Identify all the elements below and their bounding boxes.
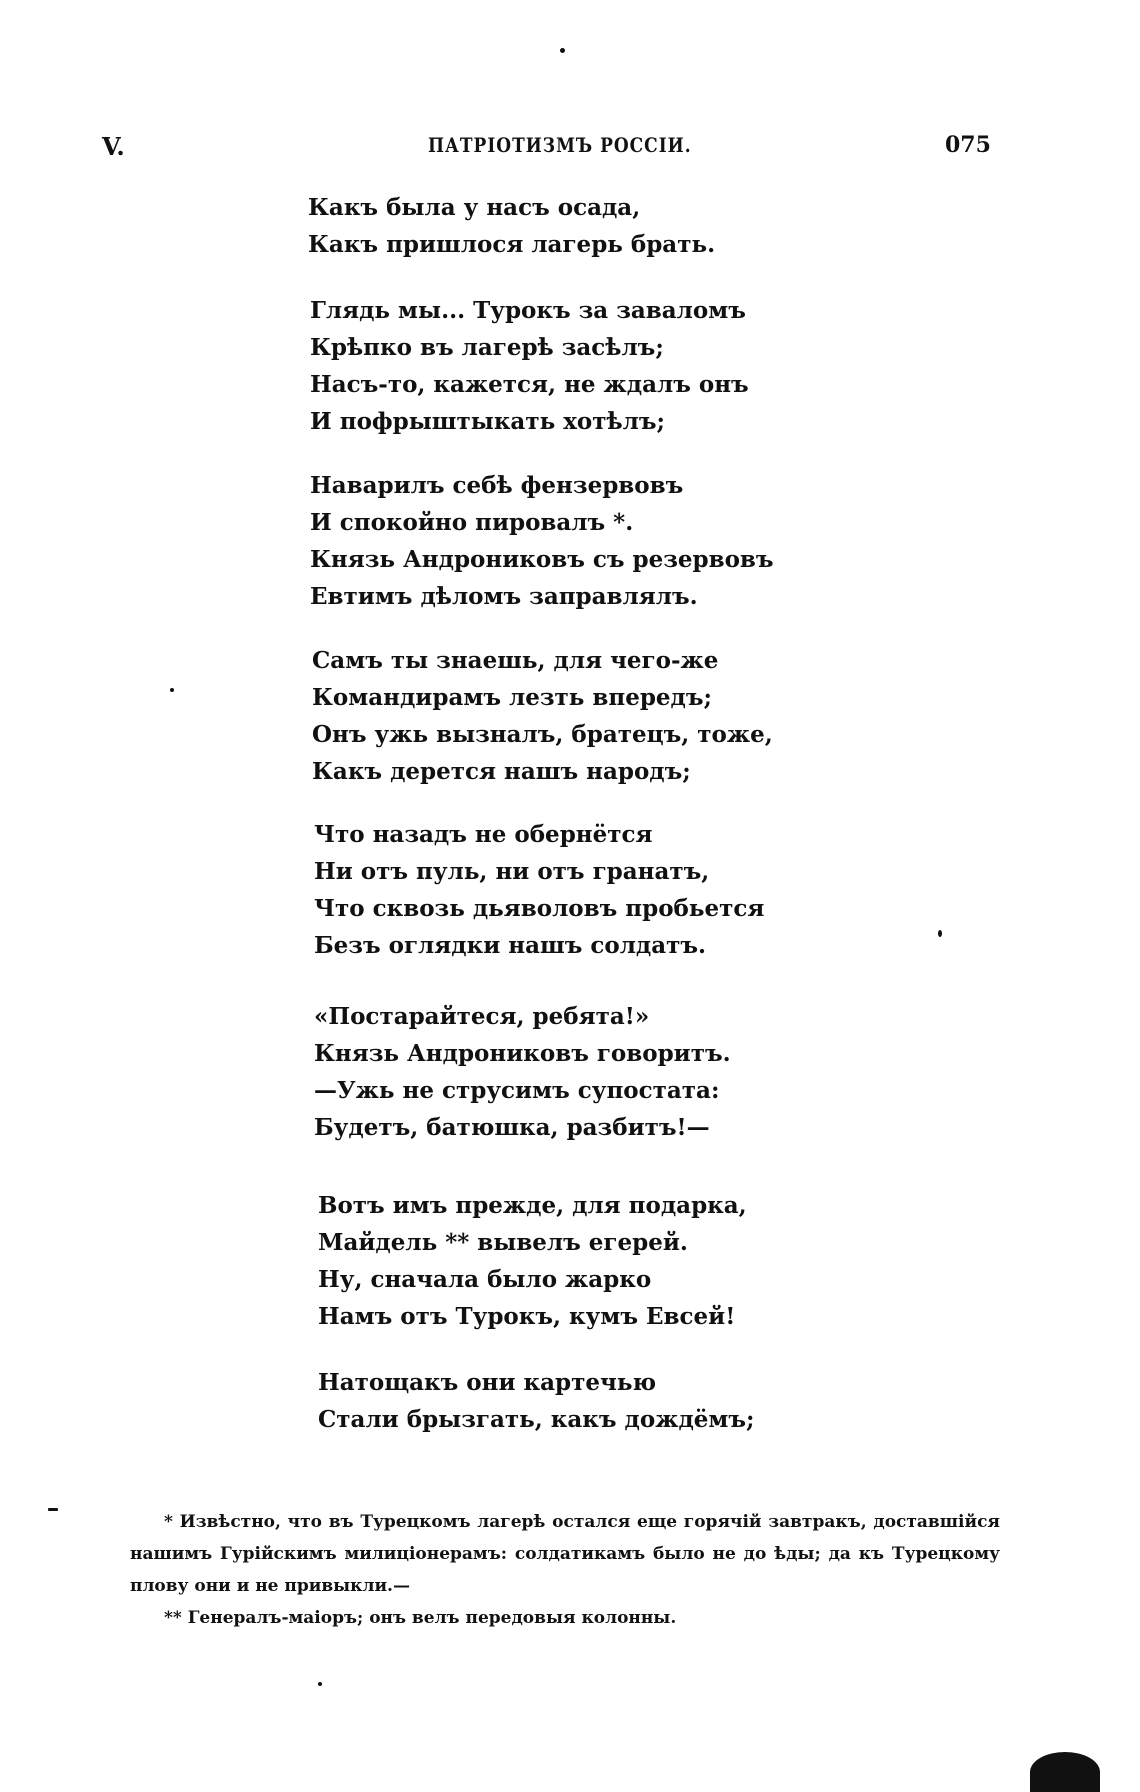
footnote: ** Генералъ-маіоръ; онъ велъ передовыя колонны. (164, 1608, 677, 1628)
stanza (314, 816, 764, 964)
verse-line: Глядь мы... Турокъ за заваломъ (310, 297, 746, 324)
verse-line: Натощакъ они картечью (318, 1369, 657, 1396)
stanza (318, 1364, 755, 1438)
verse-line: Намъ отъ Турокъ, кумъ Евсей! (318, 1303, 736, 1330)
verse-line: Онъ ужь вызналъ, братецъ, тоже, (312, 721, 773, 748)
verse-line: Самъ ты знаешь, для чего-же (312, 647, 719, 674)
verse-line: Вотъ имъ прежде, для подарка, (318, 1192, 747, 1219)
verse-line: Евтимъ дѣломъ заправлялъ. (310, 583, 698, 610)
section-number: V. (102, 132, 125, 161)
footnotes (130, 1506, 1000, 1634)
ink-speck (318, 1682, 322, 1686)
ink-speck (938, 930, 942, 937)
footnote: * Извѣстно, что въ Турецкомъ лагерѣ остался еще горячій завтракъ, доставшійся нашимъ Гурійскимъ милиціонерамъ: солдатикамъ было не до ѣды; да къ Турецкому плову они и не привыкли.— (130, 1512, 1000, 1596)
ink-speck (560, 48, 565, 53)
verse-line: Какъ была у насъ осада, (308, 194, 641, 221)
stanza (318, 1187, 747, 1335)
ink-blot (1030, 1752, 1100, 1792)
ink-speck (170, 688, 174, 692)
page-number: 075 (945, 132, 991, 158)
verse-line: Безъ оглядки нашъ солдатъ. (314, 932, 707, 959)
verse-line: Ну, сначала было жарко (318, 1266, 652, 1293)
verse-line: Что назадъ не обернётся (314, 821, 653, 848)
verse-line: Стали брызгать, какъ дождёмъ; (318, 1406, 755, 1433)
verse-line: Какъ дерется нашъ народъ; (312, 758, 691, 785)
verse-line: Будетъ, батюшка, разбитъ!— (314, 1114, 710, 1141)
verse-line: Что сквозь дьяволовъ пробьется (314, 895, 765, 922)
verse-line: Наварилъ себѣ фензервовъ (310, 472, 684, 499)
stanza (312, 642, 773, 790)
verse-line: Майдель ** вывелъ егерей. (318, 1229, 688, 1256)
stanza (314, 998, 731, 1146)
running-title: ПАТРIОТИЗМЪ РОССIИ. (428, 134, 692, 158)
verse-line: —Ужь не струсимъ супостата: (314, 1077, 720, 1104)
stanza (308, 189, 715, 263)
verse-line: Ни отъ пуль, ни отъ гранатъ, (314, 858, 710, 885)
verse-line: И пофрыштыкать хотѣлъ; (310, 408, 666, 435)
running-head (0, 132, 1140, 162)
verse-line: Князь Андрониковъ говоритъ. (314, 1040, 731, 1067)
verse-line: И спокойно пировалъ *. (310, 509, 634, 536)
verse-line: Насъ-то, кажется, не ждалъ онъ (310, 371, 749, 398)
verse-line: Князь Андрониковъ съ резервовъ (310, 546, 774, 573)
verse-line: «Постарайтеся, ребята!» (314, 1003, 650, 1030)
verse-line: Крѣпко въ лагерѣ засѣлъ; (310, 334, 664, 361)
verse-line: Командирамъ лезть впередъ; (312, 684, 713, 711)
stanza (310, 292, 749, 440)
ink-speck (48, 1508, 58, 1511)
stanza (310, 467, 774, 615)
verse-line: Какъ пришлося лагерь брать. (308, 231, 716, 258)
